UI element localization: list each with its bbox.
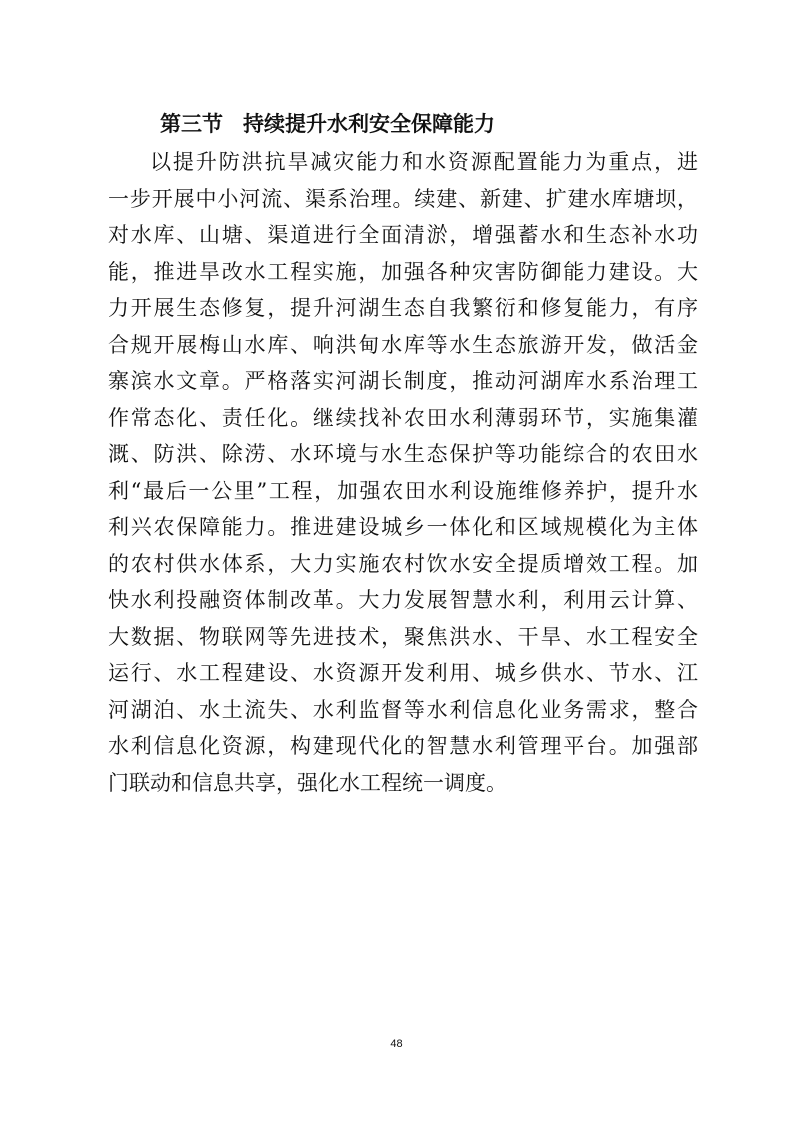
paragraph-line: 一步开展中小河流、渠系治理。续建、新建、扩建水库塘坝， [108, 186, 698, 211]
paragraph-line: 利“最后一公里”工程，加强农田水利设施维修养护，提升水 [108, 478, 698, 503]
paragraph-line: 溉、防洪、除涝、水环境与水生态保护等功能综合的农田水 [108, 442, 698, 466]
paragraph-line: 对水库、山塘、渠道进行全面清淤，增强蓄水和生态补水功 [108, 223, 698, 247]
paragraph-line: 快水利投融资体制改革。大力发展智慧水利，利用云计算、 [108, 588, 698, 612]
paragraph-line: 河湖泊、水土流失、水利监督等水利信息化业务需求，整合 [108, 697, 698, 722]
paragraph-line: 利兴农保障能力。推进建设城乡一体化和区域规模化为主体 [108, 515, 698, 539]
paragraph-line: 寨滨水文章。严格落实河湖长制度，推动河湖库水系治理工 [108, 369, 698, 393]
paragraph-line: 大数据、物联网等先进技术，聚焦洪水、干旱、水工程安全 [108, 624, 698, 649]
paragraph-line: 门联动和信息共享，强化水工程统一调度。 [108, 770, 507, 795]
body-paragraph [108, 144, 698, 801]
paragraph-line: 的农村供水体系，大力实施农村饮水安全提质增效工程。加 [108, 551, 698, 576]
page-number: 48 [390, 1038, 403, 1050]
section-number: 第三节 [160, 112, 223, 136]
section-title: 持续提升水利安全保障能力 [243, 112, 495, 136]
section-heading [160, 104, 495, 144]
paragraph-line: 运行、水工程建设、水资源开发利用、城乡供水、节水、江 [108, 661, 698, 685]
paragraph-line: 水利信息化资源，构建现代化的智慧水利管理平台。加强部 [108, 734, 698, 758]
paragraph-line: 力开展生态修复，提升河湖生态自我繁衍和修复能力，有序 [108, 296, 698, 320]
paragraph-line: 以提升防洪抗旱减灾能力和水资源配置能力为重点，进 [150, 150, 698, 174]
paragraph-line: 作常态化、责任化。继续找补农田水利薄弱环节，实施集灌 [108, 405, 698, 430]
paragraph-line: 合规开展梅山水库、响洪甸水库等水生态旅游开发，做活金 [108, 332, 698, 357]
paragraph-line: 能，推进旱改水工程实施，加强各种灾害防御能力建设。大 [108, 259, 698, 284]
